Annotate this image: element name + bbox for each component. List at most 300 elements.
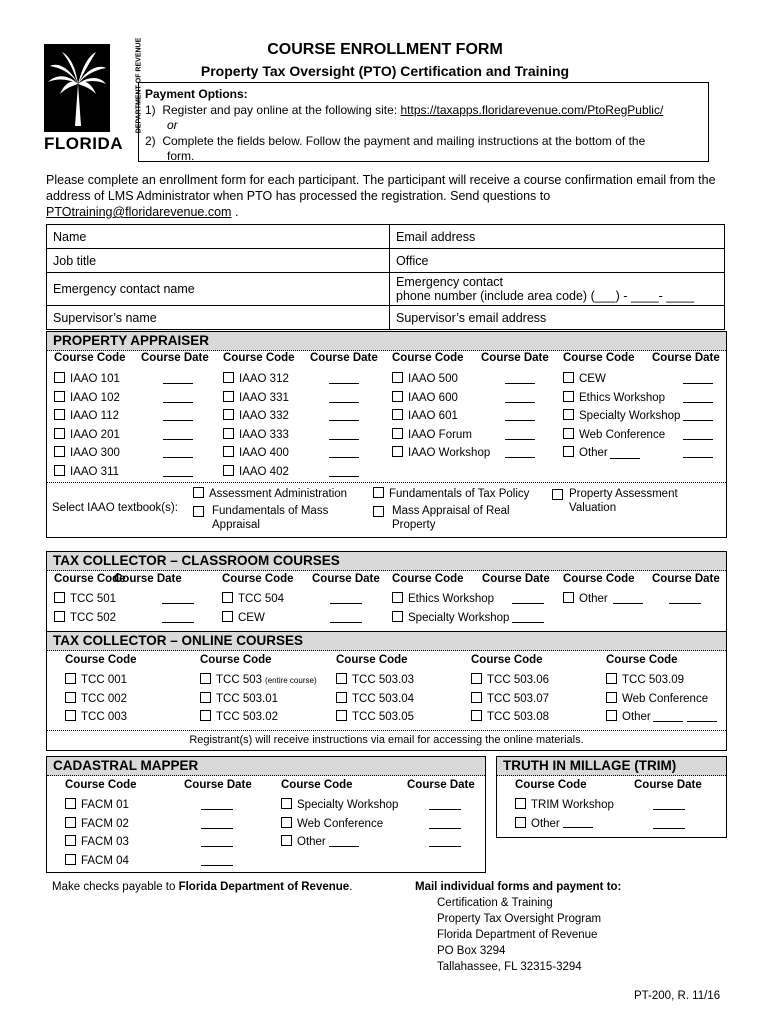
course-date-blank[interactable]	[505, 373, 535, 384]
checkbox[interactable]	[552, 489, 563, 500]
payment-option-1: 1) Register and pay online at the following site:	[145, 102, 398, 117]
course-label: Specialty Workshop	[579, 410, 681, 423]
course-label: IAAO 112	[70, 410, 120, 423]
course-option[interactable]	[336, 673, 414, 686]
supervisor-email-field[interactable]	[390, 306, 725, 330]
course-option[interactable]	[563, 372, 606, 385]
checkbox[interactable]	[392, 428, 403, 439]
textbook-label-text: Mass Appraisal of Real Property	[392, 505, 510, 531]
course-date-blank[interactable]	[201, 836, 233, 847]
course-option[interactable]	[223, 428, 289, 441]
course-label: IAAO 312	[239, 373, 289, 385]
course-date-blank[interactable]	[163, 429, 193, 440]
course-option[interactable]	[65, 673, 127, 686]
course-option[interactable]	[281, 835, 326, 848]
supervisor-name-field[interactable]	[47, 306, 390, 330]
checkbox[interactable]	[392, 446, 403, 457]
course-option[interactable]	[54, 428, 120, 441]
course-option[interactable]	[471, 673, 549, 686]
tax-collector-classroom-section	[46, 551, 727, 633]
checkbox[interactable]	[392, 372, 403, 383]
property-appraiser-section	[46, 331, 727, 538]
course-label: IAAO 201	[70, 428, 120, 441]
office-label: Office	[396, 253, 429, 268]
course-code-header: Course Code	[65, 654, 137, 666]
course-label: IAAO 101	[70, 373, 120, 385]
checkbox[interactable]	[606, 692, 617, 703]
name-field[interactable]	[47, 225, 390, 249]
course-label: IAAO 402	[239, 466, 289, 478]
course-label: IAAO 311	[70, 466, 120, 478]
course-option[interactable]	[65, 798, 129, 811]
textbook-fundamentals-tax-policy[interactable]	[373, 487, 529, 500]
course-date-header: Course Date	[141, 352, 209, 364]
emergency-contact-name-label: Emergency contact name	[53, 282, 195, 296]
email-field[interactable]	[390, 225, 725, 249]
course-label: TCC 503.09	[622, 674, 685, 686]
course-label: IAAO 601	[408, 410, 458, 423]
course-label: Other	[579, 593, 608, 605]
course-date-blank[interactable]	[683, 447, 713, 458]
course-date-blank[interactable]	[163, 410, 193, 421]
course-option[interactable]	[281, 798, 398, 811]
form-number: PT-200, R. 11/16	[634, 990, 721, 1002]
course-date-blank[interactable]	[653, 799, 685, 810]
course-label: TCC 503.07	[487, 692, 550, 705]
course-label: TCC 502	[70, 612, 117, 624]
checkbox[interactable]	[223, 446, 234, 457]
course-date-blank[interactable]	[329, 466, 359, 477]
course-code-header: Course Code	[223, 352, 295, 364]
course-option[interactable]	[606, 710, 651, 723]
address-line: Property Tax Oversight Program	[437, 913, 602, 925]
payment-option-2-cont: form.	[167, 149, 195, 163]
course-date-blank[interactable]	[162, 593, 194, 604]
payment-heading: Payment Options:	[145, 87, 248, 101]
course-label: TCC 503.05	[352, 711, 415, 724]
course-label: FACM 04	[81, 854, 129, 867]
course-option[interactable]	[392, 428, 472, 441]
course-date-blank[interactable]	[429, 818, 461, 829]
checkbox[interactable]	[200, 673, 211, 684]
course-option[interactable]	[563, 409, 680, 422]
checkbox[interactable]	[281, 835, 292, 846]
other-inline-blank[interactable]	[613, 593, 643, 604]
course-code-header: Course Code	[65, 779, 137, 791]
participant-info-table	[46, 224, 725, 330]
course-label: IAAO 300	[70, 447, 120, 460]
checkbox[interactable]	[65, 673, 76, 684]
course-option[interactable]	[65, 835, 129, 848]
checkbox[interactable]	[223, 409, 234, 420]
course-label: Other	[579, 447, 608, 460]
course-option[interactable]	[54, 465, 119, 478]
checkbox[interactable]	[471, 692, 482, 703]
supervisor-name-label: Supervisor’s name	[53, 310, 157, 325]
course-label: TRIM Workshop	[531, 799, 614, 811]
course-label: Other	[297, 836, 326, 849]
cadastral-mapper-section	[46, 756, 486, 873]
checkbox[interactable]	[336, 710, 347, 721]
course-label: IAAO 332	[239, 410, 289, 423]
course-date-header: Course Date	[407, 779, 475, 791]
course-code-header: Course Code	[222, 573, 294, 585]
course-label: Ethics Workshop	[408, 593, 495, 605]
checkbox[interactable]	[65, 692, 76, 703]
checkbox[interactable]	[373, 487, 384, 498]
checkbox[interactable]	[392, 611, 403, 622]
course-date-header: Course Date	[652, 573, 720, 585]
course-option[interactable]	[606, 692, 708, 705]
pto-email-link[interactable]: PTOtraining@floridarevenue.com	[46, 205, 232, 219]
checkbox[interactable]	[54, 446, 65, 457]
course-label: FACM 03	[81, 836, 129, 849]
textbook-assessment-administration[interactable]	[193, 487, 347, 500]
course-date-blank[interactable]	[330, 612, 362, 623]
course-option[interactable]	[54, 611, 116, 624]
course-date-header: Course Date	[184, 779, 252, 791]
course-option[interactable]	[471, 692, 549, 705]
course-date-blank[interactable]	[429, 836, 461, 847]
emergency-contact-phone-label-2: phone number (include area code) (___) - ____- ____	[396, 289, 695, 303]
intro-text	[46, 172, 726, 220]
course-option[interactable]	[392, 409, 458, 422]
checkbox[interactable]	[563, 372, 574, 383]
checkbox[interactable]	[471, 673, 482, 684]
checkbox[interactable]	[54, 611, 65, 622]
course-option[interactable]	[65, 817, 129, 830]
job-title-field[interactable]	[47, 249, 390, 273]
logo-florida-text: FLORIDA	[44, 134, 124, 153]
checks-payee: Florida Department of Revenue	[178, 881, 350, 893]
other-inline-blank[interactable]	[329, 836, 359, 847]
cadastral-mapper-heading: CADASTRAL MAPPER	[47, 757, 485, 776]
course-label: Specialty Workshop	[408, 612, 510, 624]
property-appraiser-heading: PROPERTY APPRAISER	[47, 332, 726, 351]
checkbox[interactable]	[222, 611, 233, 622]
course-option[interactable]	[223, 409, 289, 422]
course-option[interactable]	[223, 446, 289, 459]
checkbox[interactable]	[54, 428, 65, 439]
course-option[interactable]	[392, 372, 458, 385]
course-date-blank[interactable]	[163, 373, 193, 384]
checks-text: Make checks payable to	[52, 881, 176, 893]
course-date-blank[interactable]	[683, 410, 713, 421]
checkbox[interactable]	[65, 710, 76, 721]
course-option[interactable]	[336, 710, 414, 723]
course-label: IAAO Forum	[408, 428, 472, 441]
checkbox[interactable]	[606, 710, 617, 721]
online-materials-note: Registrant(s) will receive instructions via email for accessing the online materials.	[189, 734, 584, 746]
course-date-blank[interactable]	[201, 855, 233, 866]
other-inline-blank[interactable]	[563, 817, 593, 828]
other-inline-blank[interactable]	[653, 711, 683, 722]
checkbox[interactable]	[222, 592, 233, 603]
course-code-header: Course Code	[515, 779, 587, 791]
checkbox[interactable]	[392, 409, 403, 420]
course-date-blank[interactable]	[330, 593, 362, 604]
course-option[interactable]	[200, 710, 278, 723]
address-line: PO Box 3294	[437, 945, 506, 957]
course-option[interactable]	[54, 372, 120, 385]
textbook-label-text: Fundamentals of Tax Policy	[389, 488, 530, 500]
course-date-blank[interactable]	[329, 373, 359, 384]
checkbox[interactable]	[193, 506, 204, 517]
course-label: TCC 001	[81, 674, 128, 686]
address-line: Florida Department of Revenue	[437, 929, 598, 941]
course-code-header: Course Code	[392, 352, 464, 364]
course-code-header: Course Code	[54, 352, 126, 364]
other-inline-blank[interactable]	[610, 448, 640, 459]
checkbox[interactable]	[65, 798, 76, 809]
course-label: CEW	[579, 373, 606, 385]
checkbox[interactable]	[193, 487, 204, 498]
course-label: TCC 503.03	[352, 674, 415, 686]
course-date-blank[interactable]	[163, 447, 193, 458]
course-option[interactable]	[281, 817, 383, 830]
course-option[interactable]	[223, 465, 289, 478]
course-label: TCC 503.02	[216, 711, 279, 724]
course-date-header: Course Date	[114, 573, 182, 585]
email-label: Email address	[396, 229, 476, 244]
course-option[interactable]	[54, 592, 116, 605]
course-code-header: Course Code	[336, 654, 408, 666]
course-label: TCC 504	[238, 593, 285, 605]
course-date-blank[interactable]	[505, 447, 535, 458]
course-date-blank[interactable]	[512, 612, 544, 623]
checkbox[interactable]	[392, 592, 403, 603]
course-label: TCC 503.06	[487, 674, 550, 686]
course-label: Web Conference	[297, 817, 384, 830]
course-code-header: Course Code	[200, 654, 272, 666]
textbook-label-text: Assessment Administration	[209, 488, 348, 500]
checkbox[interactable]	[65, 817, 76, 828]
course-option[interactable]	[563, 428, 665, 441]
course-option[interactable]	[563, 592, 608, 605]
checkbox[interactable]	[373, 506, 384, 517]
checkbox[interactable]	[392, 391, 403, 402]
course-option[interactable]	[392, 391, 458, 404]
course-date-blank[interactable]	[505, 410, 535, 421]
course-option[interactable]	[336, 692, 414, 705]
course-label: Specialty Workshop	[297, 799, 399, 811]
checkbox[interactable]	[200, 692, 211, 703]
course-date-blank[interactable]	[163, 392, 193, 403]
course-date-blank[interactable]	[162, 612, 194, 623]
job-title-label: Job title	[53, 253, 97, 268]
course-date-blank[interactable]	[512, 593, 544, 604]
intro-body: Please complete an enrollment form for each participant. The participant will receive a course confirmation email from the address of LMS Administrator when PTO has processed the registration. Send questions to	[46, 173, 716, 203]
course-option[interactable]	[563, 446, 608, 459]
payment-option-2: 2) Complete the fields below. Follow the payment and mailing instructions at the bottom of the	[145, 133, 646, 148]
course-date-blank[interactable]	[329, 447, 359, 458]
course-label: TCC 002	[81, 692, 128, 705]
address-line: Tallahassee, FL 32315-3294	[437, 961, 582, 973]
course-label: Other	[622, 711, 651, 724]
form-title: COURSE ENROLLMENT FORM	[267, 41, 503, 58]
course-option[interactable]	[222, 611, 265, 624]
course-date-header: Course Date	[634, 779, 702, 791]
course-date-header: Course Date	[310, 352, 378, 364]
checkbox[interactable]	[471, 710, 482, 721]
course-option[interactable]	[223, 391, 289, 404]
checkbox[interactable]	[515, 798, 526, 809]
textbook-label-text: Fundamentals of Mass Appraisal	[212, 505, 329, 531]
course-label: IAAO 331	[239, 391, 289, 404]
course-code-header: Course Code	[471, 654, 543, 666]
emergency-contact-phone-field[interactable]	[390, 273, 725, 306]
textbook-divider	[47, 482, 726, 483]
tax-collector-online-heading: TAX COLLECTOR – ONLINE COURSES	[47, 632, 726, 651]
intro-end: .	[234, 205, 239, 219]
florida-dor-logo	[44, 37, 143, 156]
checkbox[interactable]	[563, 409, 574, 420]
payment-options-box	[138, 82, 709, 162]
course-label: CEW	[238, 612, 265, 624]
course-date-blank[interactable]	[329, 410, 359, 421]
emergency-contact-phone-label-1: Emergency contact	[396, 275, 503, 289]
course-option[interactable]	[54, 391, 120, 404]
course-date-header: Course Date	[652, 352, 720, 364]
other-inline-blank-2[interactable]	[687, 711, 717, 722]
trim-heading: TRUTH IN MILLAGE (TRIM)	[497, 757, 726, 776]
course-label: IAAO Workshop	[408, 447, 491, 460]
course-date-blank[interactable]	[653, 818, 685, 829]
course-option[interactable]	[65, 692, 127, 705]
course-option[interactable]	[606, 673, 684, 686]
supervisor-email-label: Supervisor’s email address	[396, 310, 547, 325]
course-date-blank[interactable]	[683, 392, 713, 403]
emergency-contact-name-field[interactable]	[47, 273, 390, 306]
course-label: IAAO 500	[408, 373, 458, 385]
checkbox[interactable]	[54, 409, 65, 420]
course-label: Ethics Workshop	[579, 391, 666, 404]
checkbox[interactable]	[281, 798, 292, 809]
course-option[interactable]	[200, 673, 317, 686]
checkbox[interactable]	[515, 817, 526, 828]
course-date-blank[interactable]	[329, 429, 359, 440]
tax-collector-online-section	[46, 631, 727, 751]
checkbox[interactable]	[563, 391, 574, 402]
course-label: TCC 503	[216, 674, 263, 686]
textbook-fundamentals-mass-appraisal[interactable]	[193, 504, 353, 532]
course-label: IAAO 600	[408, 391, 458, 404]
textbook-mass-appraisal-real-property[interactable]	[373, 504, 513, 532]
checkbox[interactable]	[223, 465, 234, 476]
checkbox[interactable]	[563, 428, 574, 439]
logo-department-text: DEPARTMENT OF REVENUE	[135, 37, 143, 134]
checkbox[interactable]	[200, 710, 211, 721]
checkbox[interactable]	[54, 391, 65, 402]
checkbox[interactable]	[336, 692, 347, 703]
course-option[interactable]	[65, 710, 127, 723]
course-label: Other	[531, 817, 560, 830]
course-option[interactable]	[392, 446, 490, 459]
online-note-divider	[47, 730, 726, 731]
course-code-header: Course Code	[281, 779, 353, 791]
checkbox[interactable]	[606, 673, 617, 684]
checkbox[interactable]	[54, 465, 65, 476]
mail-heading: Mail individual forms and payment to:	[415, 881, 622, 893]
course-option[interactable]	[222, 592, 284, 605]
course-code-header: Course Code	[606, 654, 678, 666]
checkbox[interactable]	[54, 372, 65, 383]
payment-or: or	[167, 118, 178, 132]
course-label: TCC 503.04	[352, 692, 415, 705]
textbook-label-text: Property Assessment Valuation	[569, 488, 678, 514]
address-line: Certification & Training	[437, 897, 553, 909]
office-field[interactable]	[390, 249, 725, 273]
course-label: Web Conference	[579, 428, 666, 441]
course-date-blank[interactable]	[201, 818, 233, 829]
textbook-label: Select IAAO textbook(s):	[52, 502, 178, 514]
course-date-blank[interactable]	[429, 799, 461, 810]
course-date-blank[interactable]	[201, 799, 233, 810]
course-label: TCC 003	[81, 711, 128, 724]
checks-end: .	[349, 881, 353, 893]
mailing-address	[437, 895, 601, 975]
course-date-blank[interactable]	[683, 373, 713, 384]
course-date-blank[interactable]	[505, 392, 535, 403]
course-label: IAAO 400	[239, 447, 289, 460]
course-option[interactable]	[54, 409, 119, 422]
course-option[interactable]	[223, 372, 289, 385]
course-label: IAAO 333	[239, 428, 289, 441]
course-date-header: Course Date	[482, 573, 550, 585]
course-label: IAAO 102	[70, 391, 120, 404]
course-option[interactable]	[563, 391, 665, 404]
checkbox[interactable]	[223, 372, 234, 383]
checks-payable-note	[52, 879, 352, 895]
checkbox[interactable]	[54, 592, 65, 603]
course-label: TCC 501	[70, 593, 117, 605]
course-option[interactable]	[54, 446, 120, 459]
course-date-blank[interactable]	[163, 466, 193, 477]
checkbox[interactable]	[563, 446, 574, 457]
course-label: FACM 02	[81, 817, 129, 830]
textbook-property-assessment-valuation[interactable]	[552, 487, 692, 515]
course-option[interactable]	[515, 798, 614, 811]
checkbox[interactable]	[65, 854, 76, 865]
online-registration-link[interactable]: https://taxapps.floridarevenue.com/PtoRegPublic/	[400, 102, 664, 117]
checkbox[interactable]	[223, 391, 234, 402]
course-date-blank[interactable]	[329, 392, 359, 403]
checkbox[interactable]	[223, 428, 234, 439]
course-date-header: Course Date	[312, 573, 380, 585]
checkbox[interactable]	[563, 592, 574, 603]
course-option[interactable]	[392, 611, 509, 624]
course-option[interactable]	[392, 592, 494, 605]
course-option[interactable]	[471, 710, 549, 723]
name-label: Name	[53, 229, 87, 244]
checkbox[interactable]	[281, 817, 292, 828]
course-option[interactable]	[65, 854, 129, 867]
course-label: Web Conference	[622, 692, 709, 705]
course-label: FACM 01	[81, 799, 129, 811]
course-date-header: Course Date	[481, 352, 549, 364]
course-option[interactable]	[515, 817, 560, 830]
course-note: (entire course)	[265, 676, 317, 685]
checkbox[interactable]	[65, 835, 76, 846]
course-code-header: Course Code	[563, 573, 635, 585]
course-code-header: Course Code	[563, 352, 635, 364]
course-option[interactable]	[200, 692, 278, 705]
course-label: TCC 503.01	[216, 692, 279, 705]
course-date-blank[interactable]	[505, 429, 535, 440]
checkbox[interactable]	[336, 673, 347, 684]
course-date-blank[interactable]	[669, 593, 701, 604]
course-date-blank[interactable]	[683, 429, 713, 440]
